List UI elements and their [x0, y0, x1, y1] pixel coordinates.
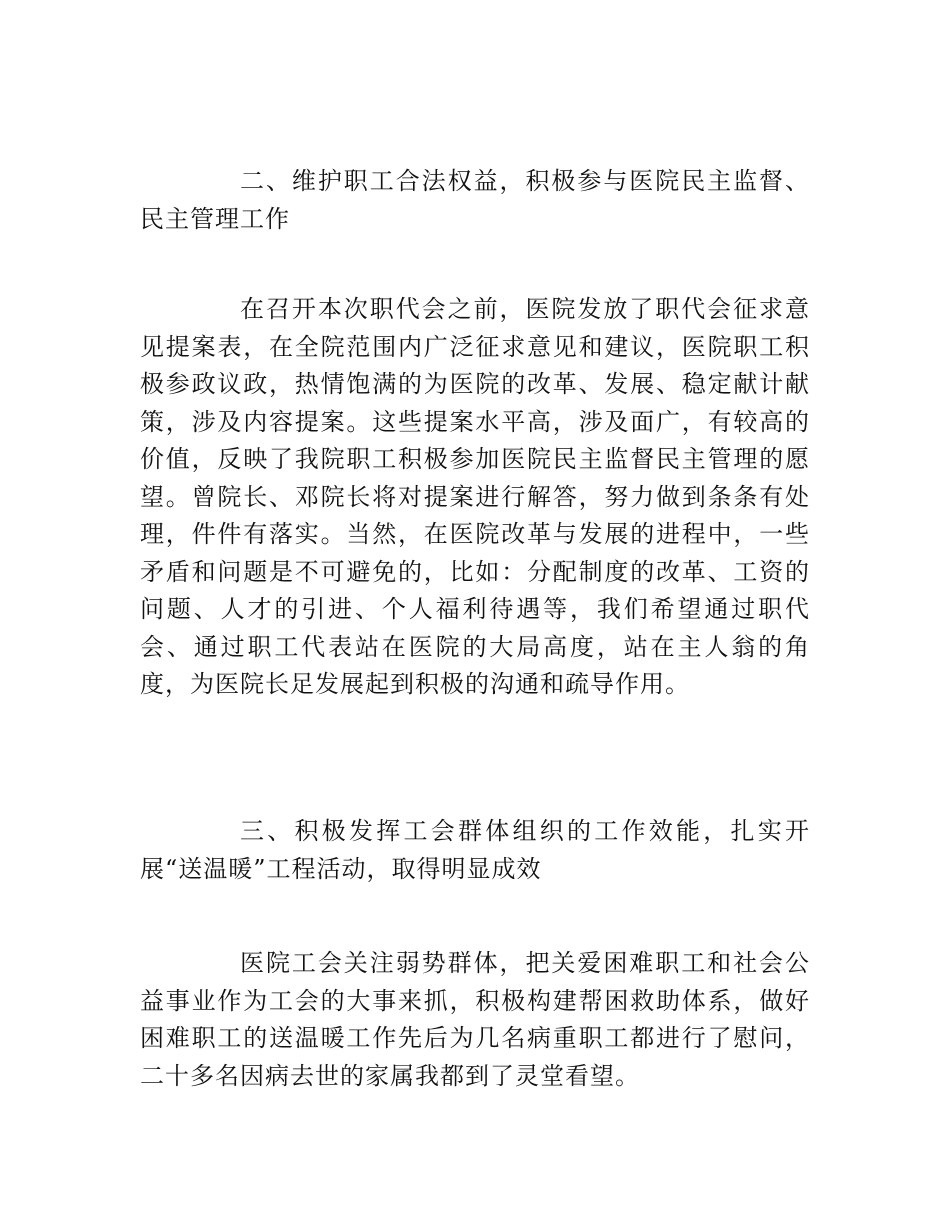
body-paragraph-proposals: 在召开本次职代会之前，医院发放了职代会征求意见提案表，在全院范围内广泛征求意见和建议，医院职工积极参政议政，热情饱满的为医院的改革、发展、稳定献计献策，涉及内容提案。这些提案水平高，涉及面广，有较高的价值，反映了我院职工积极参加医院民主监督民主管理的愿望。曾院长、邓院长将对提案进行解答，努力做到条条有处理，件件有落实。当然，在医院改革与发展的进程中，一些矛盾和问题是不可避免的，比如：分配制度的改革、工资的问题、人才的引进、个人福利待遇等，我们希望通过职代会、通过职工代表站在医院的大局高度，站在主人翁的角度，为医院长足发展起到积极的沟通和疏导作用。: [140, 295, 810, 698]
section-heading-3: 三、积极发挥工会群体组织的工作效能，扎实开展“送温暖”工程活动，取得明显成效: [140, 817, 810, 883]
body-paragraph-care: 医院工会关注弱势群体，把关爱困难职工和社会公益事业作为工会的大事来抓，积极构建帮困救助体系，做好困难职工的送温暖工作先后为几名病重职工都进行了慰问，二十多名因病去世的家属我都到了灵堂看望。: [140, 949, 810, 1090]
section-heading-2: 二、维护职工合法权益，积极参与医院民主监督、民主管理工作: [140, 167, 810, 233]
